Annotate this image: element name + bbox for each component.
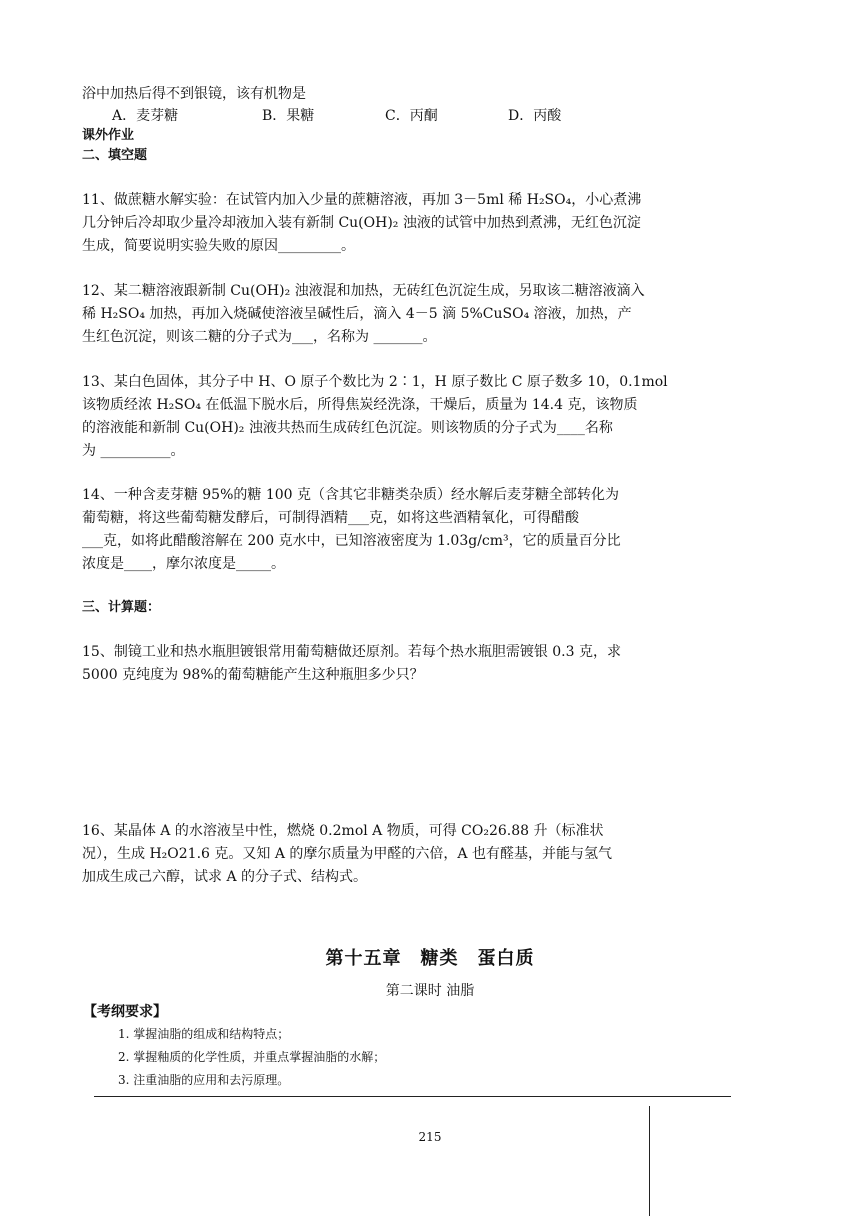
q12-line-3: 生红色沉淀，则该二糖的分子式为___，名称为 _______。 [82, 329, 437, 345]
chapter-title: 第十五章 糖类 蛋白质 [325, 948, 535, 969]
option-b: B．果糖 [262, 108, 315, 124]
requirement-item: 1. 掌握油脂的组成和结构特点； [118, 1027, 290, 1041]
q14-line-3: ___克，如将此醋酸溶解在 200 克水中，已知溶液密度为 1.03g/cm³，它的质量百分比 [82, 533, 621, 549]
q12-line-1: 12、某二糖溶液跟新制 Cu(OH)₂ 浊液混和加热，无砖红色沉淀生成，另取该二糖溶液滴入 [82, 283, 645, 299]
q15-line-1: 15、制镜工业和热水瓶胆镀银常用葡萄糖做还原剂。若每个热水瓶胆需镀银 0.3 克，求 [82, 644, 621, 660]
vertical-rule [649, 1106, 650, 1216]
q13-line-4: 为 __________。 [82, 443, 185, 459]
requirement-item: 2. 掌握釉质的化学性质，并重点掌握油脂的水解； [118, 1050, 386, 1064]
q11-line-1: 11、做蔗糖水解实验：在试管内加入少量的蔗糖溶液，再加 3－5ml 稀 H₂SO₄，小心煮沸 [82, 192, 642, 208]
option-c: C．丙酮 [385, 108, 438, 124]
q14-line-1: 14、一种含麦芽糖 95%的糖 100 克（含其它非糖类杂质）经水解后麦芽糖全部转化为 [82, 487, 620, 503]
intro-line: 浴中加热后得不到银镜，该有机物是 [82, 86, 306, 102]
q15-line-2: 5000 克纯度为 98%的葡萄糖能产生这种瓶胆多少只？ [82, 667, 424, 683]
q12-line-2: 稀 H₂SO₄ 加热，再加入烧碱使溶液呈碱性后，滴入 4－5 滴 5%CuSO₄ 溶液，加热，产 [82, 306, 632, 322]
q14-line-4: 浓度是____，摩尔浓度是_____。 [82, 556, 285, 572]
q14-line-2: 葡萄糖，将这些葡萄糖发酵后，可制得酒精___克，如将这些酒精氧化，可得醋酸 [82, 510, 579, 526]
footer-divider [94, 1096, 731, 1097]
page-number: 215 [418, 1130, 442, 1144]
chapter-subtitle: 第二课时 油脂 [385, 983, 475, 999]
q11-line-2: 几分钟后冷却取少量冷却液加入装有新制 Cu(OH)₂ 浊液的试管中加热到煮沸，无红色沉淀 [82, 215, 641, 231]
q13-line-1: 13、某白色固体，其分子中 H、O 原子个数比为 2∶1，H 原子数比 C 原子数多 10，0.1mol [82, 374, 668, 390]
q16-line-3: 加成生成己六醇，试求 A 的分子式、结构式。 [82, 869, 368, 885]
requirement-item: 3. 注重油脂的应用和去污原理。 [118, 1073, 290, 1087]
q16-line-1: 16、某晶体 A 的水溶液呈中性，燃烧 0.2mol A 物质，可得 CO₂26.88 升（标准状 [82, 823, 604, 839]
q13-line-2: 该物质经浓 H₂SO₄ 在低温下脱水后，所得焦炭经洗涤，干燥后，质量为 14.4 克，该物质 [82, 397, 638, 413]
q13-line-3: 的溶液能和新制 Cu(OH)₂ 浊液共热而生成砖红色沉淀。则该物质的分子式为____名称 [82, 420, 613, 436]
q11-line-3: 生成，简要说明实验失败的原因_________。 [82, 238, 355, 254]
fill-blank-heading: 二、填空题 [82, 148, 148, 163]
homework-heading: 课外作业 [82, 128, 135, 143]
option-a: A．麦芽糖 [112, 108, 179, 124]
calculation-heading: 三、计算题： [82, 600, 161, 615]
option-d: D．丙酸 [508, 108, 562, 124]
requirements-heading: 【考纲要求】 [83, 1004, 167, 1020]
q16-line-2: 况），生成 H₂O21.6 克。又知 A 的摩尔质量为甲醛的六倍，A 也有醛基，并能与氢气 [82, 846, 612, 862]
